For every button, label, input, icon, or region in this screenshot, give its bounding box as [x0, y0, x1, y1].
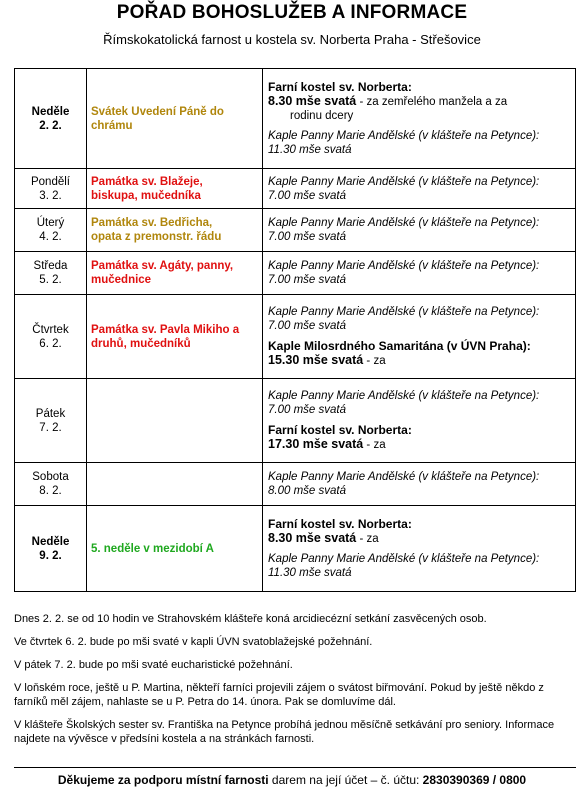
schedule-table [14, 68, 576, 592]
feast-cell [87, 69, 263, 169]
mass-entry [268, 552, 571, 580]
parish-subtitle: Římskokatolická farnost u kostela sv. Norberta Praha - Střešovice [103, 32, 481, 47]
mass-time: 7.00 mše svatá [268, 231, 346, 243]
day-date: 9. 2. [39, 549, 62, 562]
footer [0, 773, 584, 787]
schedule-row [15, 463, 576, 506]
footer-divider [14, 767, 576, 768]
mass-place: Kaple Panny Marie Andělské (v klášteře na Petynce): [268, 553, 540, 565]
day-date: 4. 2. [39, 231, 62, 243]
day-name: Pondělí [30, 175, 70, 188]
day-name: Pátek [35, 407, 66, 420]
schedule-row [15, 169, 576, 209]
feast-label: Památka sv. Agáty, panny, mučednice [91, 260, 234, 286]
mass-time: 11.30 mše svatá [268, 144, 352, 156]
mass-time-line [268, 273, 571, 287]
day-date: 8. 2. [39, 485, 62, 497]
mass-time-line [268, 437, 571, 452]
day-cell [15, 252, 87, 295]
announcement: Ve čtvrtek 6. 2. bude po mši svaté v kapli ÚVN svatoblažejské požehnání. [14, 636, 373, 648]
day-date: 3. 2. [39, 189, 62, 202]
mass-cell [263, 295, 576, 379]
day-name: Neděle [31, 535, 70, 548]
footer-thanks-rest: darem na její účet – č. účtu: [268, 773, 423, 787]
mass-entry [268, 470, 571, 498]
mass-place: Kaple Milosrdného Samaritána (v ÚVN Praha): [268, 339, 531, 353]
feast-label: Památka sv. Blažeje, biskupa, mučedníka [91, 175, 203, 202]
mass-entry [268, 305, 571, 333]
schedule-row [15, 69, 576, 169]
feast-cell [87, 379, 263, 463]
schedule-row [15, 209, 576, 252]
bank-account: 2830390369 / 0800 [422, 773, 527, 787]
mass-entry [268, 389, 571, 417]
feast-cell [87, 295, 263, 379]
schedule-body [15, 69, 576, 592]
mass-intention: - za [356, 533, 379, 545]
day-cell [15, 69, 87, 169]
day-date: 2. 2. [39, 119, 62, 132]
feast-label: 5. neděle v mezidobí A [91, 542, 214, 555]
schedule-row [15, 252, 576, 295]
mass-place: Kaple Panny Marie Andělské (v klášteře na Petynce): [268, 306, 540, 318]
feast-cell [87, 252, 263, 295]
mass-entry [268, 175, 571, 203]
announcements [14, 612, 574, 755]
mass-time-line [268, 230, 571, 244]
mass-time: 7.00 mše svatá [268, 404, 346, 416]
announcement: V loňském roce, ještě u P. Martina, někteří farníci projevili zájem o svátost biřmování. Pokud by ještě někdo z farníků měl zájem, nahlaste se u P. Petra do 14. února. Pak se domluvíme dál. [14, 682, 544, 708]
mass-entry [268, 129, 571, 157]
day-name: Středa [33, 260, 68, 272]
mass-place: Kaple Panny Marie Andělské (v klášteře na Petynce): [268, 471, 540, 483]
mass-time-line [268, 566, 571, 580]
mass-intention-cont: rodinu dcery [290, 110, 354, 122]
mass-intention: - za [363, 355, 386, 367]
mass-entry [268, 80, 571, 123]
mass-time-line [268, 94, 571, 109]
mass-place: Farní kostel sv. Norberta: [268, 423, 412, 437]
mass-time-line [268, 143, 571, 157]
mass-place: Kaple Panny Marie Andělské (v klášteře na Petynce): [268, 260, 540, 272]
day-cell [15, 463, 87, 506]
feast-label: Památka sv. Pavla Mikiho a druhů, mučedníků [91, 323, 240, 350]
mass-entry [268, 423, 571, 452]
day-name: Úterý [36, 217, 65, 229]
mass-place: Farní kostel sv. Norberta: [268, 517, 412, 531]
day-date: 6. 2. [39, 337, 62, 350]
mass-time-line [268, 531, 571, 546]
mass-cell [263, 169, 576, 209]
feast-cell [87, 209, 263, 252]
feast-label: Svátek Uvedení Páně do chrámu [91, 105, 224, 132]
mass-time: 7.00 mše svatá [268, 274, 346, 286]
mass-time: 8.30 mše svatá [268, 94, 357, 108]
mass-time: 8.30 mše svatá [268, 531, 357, 545]
day-cell [15, 209, 87, 252]
announcement: Dnes 2. 2. se od 10 hodin ve Strahovském klášteře koná arcidiecézní setkání zasvěcených osob. [14, 613, 487, 625]
mass-entry [268, 259, 571, 287]
mass-time: 17.30 mše svatá [268, 437, 364, 451]
feast-cell [87, 463, 263, 506]
mass-cell [263, 379, 576, 463]
schedule-row [15, 506, 576, 592]
mass-place: Kaple Panny Marie Andělské (v klášteře na Petynce): [268, 217, 540, 229]
mass-time: 7.00 mše svatá [268, 189, 346, 202]
schedule-row [15, 379, 576, 463]
mass-intention: - za [363, 439, 386, 451]
page-title: POŘAD BOHOSLUŽEB A INFORMACE [116, 2, 468, 23]
day-cell [15, 379, 87, 463]
day-cell [15, 506, 87, 592]
feast-cell [87, 506, 263, 592]
mass-place: Farní kostel sv. Norberta: [268, 80, 412, 94]
mass-cell [263, 209, 576, 252]
mass-entry [268, 517, 571, 546]
day-name: Neděle [31, 105, 70, 118]
day-name: Sobota [32, 471, 69, 483]
day-cell [15, 295, 87, 379]
feast-cell [87, 169, 263, 209]
feast-label: Památka sv. Bedřicha, opata z premonstr. řádu [91, 217, 222, 243]
mass-cell [263, 252, 576, 295]
mass-time: 7.00 mše svatá [268, 320, 346, 332]
mass-time: 11.30 mše svatá [268, 567, 352, 579]
mass-time: 15.30 mše svatá [268, 353, 364, 367]
announcement: V pátek 7. 2. bude po mši svaté eucharistické požehnání. [14, 659, 293, 671]
mass-place: Kaple Panny Marie Andělské (v klášteře na Petynce): [268, 175, 540, 188]
mass-time-line [268, 189, 571, 203]
mass-time-line [268, 353, 571, 368]
mass-cell [263, 69, 576, 169]
mass-entry [268, 216, 571, 244]
day-cell [15, 169, 87, 209]
announcement: V klášteře Školských sester sv. Františka na Petynce probíhá jednou měsíčně setkávání pro seniory. Informace najdete na vývěsce v předsíni kostela a na stránkách farnosti. [14, 719, 555, 745]
mass-time: 8.00 mše svatá [268, 485, 346, 497]
mass-cell [263, 463, 576, 506]
mass-intention: - za zemřelého manžela a za [356, 96, 508, 108]
day-date: 7. 2. [39, 421, 62, 434]
day-date: 5. 2. [39, 274, 62, 286]
day-name: Čtvrtek [32, 323, 69, 336]
footer-thanks: Děkujeme za podporu místní farnosti [57, 773, 269, 787]
mass-time-line [268, 319, 571, 333]
mass-time-line [268, 484, 571, 498]
mass-place: Kaple Panny Marie Andělské (v klášteře na Petynce): [268, 130, 540, 142]
schedule-row [15, 295, 576, 379]
mass-cell [263, 506, 576, 592]
mass-entry [268, 339, 571, 368]
mass-place: Kaple Panny Marie Andělské (v klášteře na Petynce): [268, 390, 540, 402]
mass-time-line [268, 403, 571, 417]
